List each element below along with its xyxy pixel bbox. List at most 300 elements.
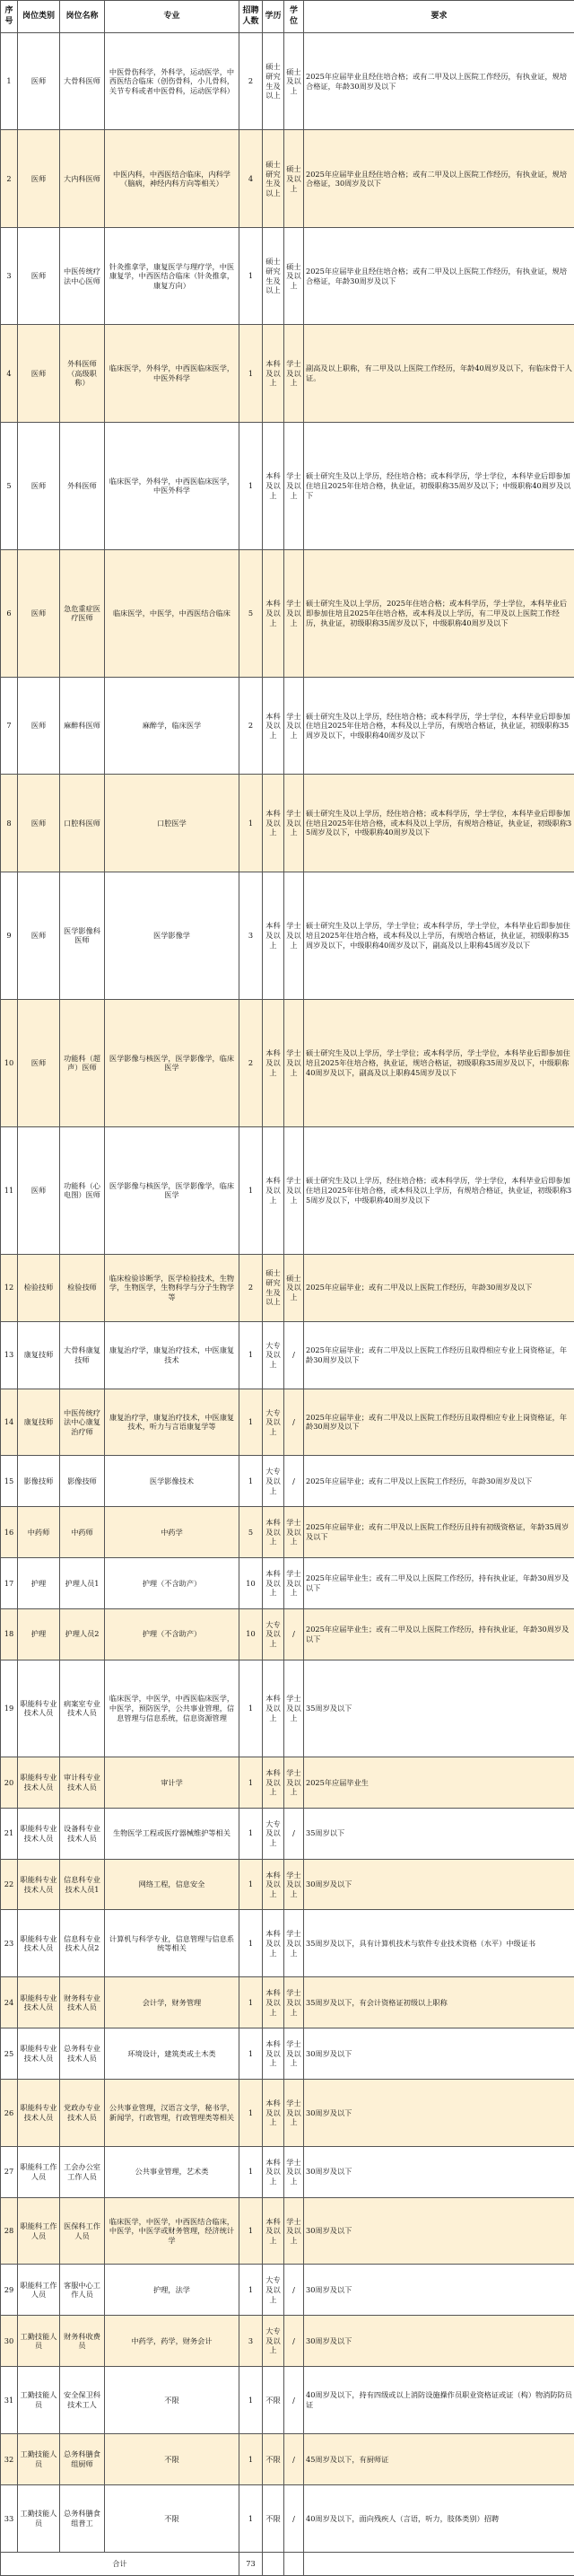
row-category: 康复技师 xyxy=(18,1321,60,1389)
row-seq: 11 xyxy=(1,1126,18,1254)
row-edu: 本科及以上 xyxy=(263,1660,284,1757)
row-edu: 不限 xyxy=(263,2433,284,2484)
row-requirement: 2025年应届毕业；或有二甲及以上医院工作经历且取得相应专业上岗资格证，年龄30周岁及以下 xyxy=(304,1389,574,1456)
row-count: 1 xyxy=(239,2265,263,2316)
row-count: 1 xyxy=(239,1910,263,1977)
row-count: 1 xyxy=(239,1808,263,1859)
row-category: 影像技师 xyxy=(18,1456,60,1507)
row-degree: / xyxy=(284,1456,304,1507)
row-degree: / xyxy=(284,1608,304,1660)
row-seq: 3 xyxy=(1,227,18,324)
row-degree: 硕士及以上 xyxy=(284,33,304,130)
row-post: 总务科膳食组厨师 xyxy=(60,2433,105,2484)
row-major: 护理，法学 xyxy=(105,2265,239,2316)
row-count: 1 xyxy=(239,1660,263,1757)
table-row xyxy=(1,1558,574,1609)
row-count: 3 xyxy=(239,872,263,999)
row-major: 康复治疗学，康复治疗技术，中医康复技术，听力与言语康复学等 xyxy=(105,1389,239,1456)
row-post: 信息科专业技术人员2 xyxy=(60,1910,105,1977)
row-count: 1 xyxy=(239,2146,263,2197)
row-category: 职能科工作人员 xyxy=(18,2197,60,2265)
row-major: 针灸推拿学，康复医学与理疗学，中医康复学，中西医结合临床（针灸推拿，康复方向） xyxy=(105,227,239,324)
row-post: 病案室专业技术人员 xyxy=(60,1660,105,1757)
row-edu: 不限 xyxy=(263,2484,284,2552)
row-major: 不限 xyxy=(105,2484,239,2552)
row-post: 口腔科医师 xyxy=(60,775,105,872)
row-requirement: 35周岁以下 xyxy=(304,1808,574,1859)
row-major: 临床医学，中医学，中西医结合临床 xyxy=(105,549,239,677)
row-edu: 大专及以上 xyxy=(263,1456,284,1507)
row-count: 1 xyxy=(239,422,263,549)
row-category: 医师 xyxy=(18,422,60,549)
row-requirement: 硕士研究生及以上学历，学士学位；或本科学历，学士学位，本科毕业后即参加住培且2025年住培合格，执业证，规培合格证，初级职称35周岁及以下，中级职称40周岁及以下，副高及以上职称45周岁及以下 xyxy=(304,999,574,1126)
row-degree: 学士及以上 xyxy=(284,549,304,677)
row-count: 2 xyxy=(239,33,263,130)
row-requirement: 30周岁及以下 xyxy=(304,2146,574,2197)
row-post: 安全保卫科技术工人 xyxy=(60,2367,105,2434)
row-requirement: 40周岁及以下，面向残疾人（言语，听力，肢体类别）招聘 xyxy=(304,2484,574,2552)
row-requirement: 2025年应届毕业且经住培合格；或有二甲及以上医院工作经历，有执业证，规培合格证，30周岁及以下 xyxy=(304,130,574,227)
row-seq: 32 xyxy=(1,2433,18,2484)
row-count: 10 xyxy=(239,1608,263,1660)
row-seq: 13 xyxy=(1,1321,18,1389)
row-count: 1 xyxy=(239,1126,263,1254)
row-degree: 硕士及以上 xyxy=(284,227,304,324)
table-row xyxy=(1,227,574,324)
row-category: 医师 xyxy=(18,325,60,422)
table-row xyxy=(1,775,574,872)
row-seq: 26 xyxy=(1,2079,18,2146)
header-category: 岗位类别 xyxy=(18,1,60,33)
row-post: 检验技师 xyxy=(60,1254,105,1321)
row-post: 设备科专业技术人员 xyxy=(60,1808,105,1859)
total-empty-degree xyxy=(284,2553,304,2576)
row-degree: 学士及以上 xyxy=(284,2197,304,2265)
row-major: 生物医学工程或医疗器械维护等相关 xyxy=(105,1808,239,1859)
row-count: 5 xyxy=(239,1507,263,1558)
row-major: 口腔医学 xyxy=(105,775,239,872)
row-requirement: 2025年应届毕业；或有二甲及以上医院工作经历且取得相应专业上岗资格证，年龄30周岁及以下 xyxy=(304,1321,574,1389)
row-major: 临床医学，外科学，中西医临床医学，中医外科学 xyxy=(105,325,239,422)
row-edu: 本科及以上 xyxy=(263,1977,284,2028)
row-requirement: 30周岁及以下 xyxy=(304,1859,574,1910)
row-degree: / xyxy=(284,1808,304,1859)
row-seq: 31 xyxy=(1,2367,18,2434)
row-seq: 4 xyxy=(1,325,18,422)
table-row xyxy=(1,1126,574,1254)
row-requirement: 35周岁及以下，有会计资格证初级以上职称 xyxy=(304,1977,574,2028)
table-row xyxy=(1,1321,574,1389)
row-degree: / xyxy=(284,2367,304,2434)
row-seq: 10 xyxy=(1,999,18,1126)
table-row xyxy=(1,2079,574,2146)
row-degree: 学士及以上 xyxy=(284,2146,304,2197)
row-major: 不限 xyxy=(105,2433,239,2484)
row-category: 医师 xyxy=(18,227,60,324)
row-count: 3 xyxy=(239,2316,263,2367)
row-seq: 29 xyxy=(1,2265,18,2316)
row-count: 1 xyxy=(239,2484,263,2552)
row-requirement: 副高及以上职称，有二甲及以上医院工作经历，年龄40周岁及以下，有临床骨干人证。 xyxy=(304,325,574,422)
row-requirement: 硕士研究生及以上学历，经住培合格；或本科学历，学士学位，本科毕业后即参加住培且2025年住培合格，或本科及以上学历，有规培合格证，执业证，初级职称35周岁及以下，中级职称40周岁及以下 xyxy=(304,775,574,872)
row-degree: 学士及以上 xyxy=(284,1660,304,1757)
row-requirement: 30周岁及以下 xyxy=(304,2265,574,2316)
row-count: 2 xyxy=(239,677,263,774)
row-category: 医师 xyxy=(18,130,60,227)
row-edu: 本科及以上 xyxy=(263,1757,284,1809)
table-row xyxy=(1,2433,574,2484)
row-degree: / xyxy=(284,1321,304,1389)
row-count: 1 xyxy=(239,227,263,324)
row-count: 5 xyxy=(239,549,263,677)
header-major: 专业 xyxy=(105,1,239,33)
row-edu: 本科及以上 xyxy=(263,1859,284,1910)
row-category: 职能科专业技术人员 xyxy=(18,1660,60,1757)
row-degree: 学士及以上 xyxy=(284,677,304,774)
row-category: 医师 xyxy=(18,549,60,677)
row-degree: 学士及以上 xyxy=(284,872,304,999)
row-category: 职能科专业技术人员 xyxy=(18,1859,60,1910)
row-major: 护理（不含助产） xyxy=(105,1558,239,1609)
row-category: 工勤技能人员 xyxy=(18,2316,60,2367)
row-degree: 学士及以上 xyxy=(284,999,304,1126)
row-edu: 硕士研究生及以上 xyxy=(263,1254,284,1321)
row-post: 财务科专业技术人员 xyxy=(60,1977,105,2028)
row-category: 工勤技能人员 xyxy=(18,2367,60,2434)
header-count: 招聘人数 xyxy=(239,1,263,33)
row-edu: 本科及以上 xyxy=(263,1558,284,1609)
table-row xyxy=(1,130,574,227)
row-post: 影像技师 xyxy=(60,1456,105,1507)
row-edu: 大专及以上 xyxy=(263,1808,284,1859)
row-major: 医学影像与核医学，医学影像学，临床医学 xyxy=(105,1126,239,1254)
row-category: 职能科专业技术人员 xyxy=(18,1910,60,1977)
row-post: 大内科医师 xyxy=(60,130,105,227)
row-requirement: 2025年应届毕业生；或有二甲及以上医院工作经历，持有执业证，年龄30周岁及以下 xyxy=(304,1558,574,1609)
row-degree: 学士及以上 xyxy=(284,325,304,422)
row-post: 护理人员1 xyxy=(60,1558,105,1609)
row-count: 1 xyxy=(239,1757,263,1809)
row-edu: 大专及以上 xyxy=(263,1321,284,1389)
row-major: 中医内科，中西医结合临床，内科学（脑病，神经内科方向等相关） xyxy=(105,130,239,227)
row-category: 康复技师 xyxy=(18,1389,60,1456)
row-count: 1 xyxy=(239,2367,263,2434)
row-requirement: 2025年应届毕业；或有二甲及以上医院工作经历且持有初级资格证，年龄35周岁及以下 xyxy=(304,1507,574,1558)
row-edu: 本科及以上 xyxy=(263,549,284,677)
row-seq: 23 xyxy=(1,1910,18,1977)
row-edu: 本科及以上 xyxy=(263,422,284,549)
row-post: 外科医师（高级职称） xyxy=(60,325,105,422)
row-seq: 8 xyxy=(1,775,18,872)
table-row xyxy=(1,1910,574,1977)
row-degree: 学士及以上 xyxy=(284,775,304,872)
row-major: 医学影像学 xyxy=(105,872,239,999)
row-count: 1 xyxy=(239,2197,263,2265)
row-seq: 17 xyxy=(1,1558,18,1609)
row-degree: 学士及以上 xyxy=(284,1910,304,1977)
row-edu: 大专及以上 xyxy=(263,1389,284,1456)
row-edu: 硕士研究生及以上 xyxy=(263,227,284,324)
row-seq: 27 xyxy=(1,2146,18,2197)
row-count: 1 xyxy=(239,2079,263,2146)
table-row xyxy=(1,1389,574,1456)
row-major: 康复治疗学，康复治疗技术，中医康复技术 xyxy=(105,1321,239,1389)
row-post: 医学影像科医师 xyxy=(60,872,105,999)
total-label: 合计 xyxy=(1,2553,239,2576)
row-seq: 15 xyxy=(1,1456,18,1507)
total-empty-req xyxy=(304,2553,574,2576)
row-degree: 硕士及以上 xyxy=(284,1254,304,1321)
row-requirement: 硕士研究生及以上学历，经住培合格；或本科学历，学士学位，本科毕业后即参加住培且2025年住培合格，本科及以上学历，有规培合格证，执业证，初级职称35周岁及以下，中级职称40周岁及以下 xyxy=(304,677,574,774)
table-row xyxy=(1,1660,574,1757)
row-edu: 本科及以上 xyxy=(263,775,284,872)
row-degree: / xyxy=(284,2484,304,2552)
table-row xyxy=(1,677,574,774)
row-seq: 18 xyxy=(1,1608,18,1660)
row-requirement: 30周岁及以下 xyxy=(304,2316,574,2367)
row-post: 中医传统疗法中心康复治疗师 xyxy=(60,1389,105,1456)
row-seq: 28 xyxy=(1,2197,18,2265)
row-post: 审计科专业技术人员 xyxy=(60,1757,105,1809)
row-requirement: 2025年应届毕业；或有二甲及以上医院工作经历，年龄30周岁及以下 xyxy=(304,1254,574,1321)
row-major: 公共事业管理，艺术类 xyxy=(105,2146,239,2197)
row-requirement: 45周岁及以下，有厨师证 xyxy=(304,2433,574,2484)
row-edu: 硕士研究生及以上 xyxy=(263,33,284,130)
row-post: 信息科专业技术人员1 xyxy=(60,1859,105,1910)
row-count: 10 xyxy=(239,1558,263,1609)
table-row xyxy=(1,1456,574,1507)
row-major: 中药学，药学，财务会计 xyxy=(105,2316,239,2367)
row-major: 不限 xyxy=(105,2367,239,2434)
row-edu: 本科及以上 xyxy=(263,677,284,774)
row-requirement: 硕士研究生及以上学历，学士学位；或本科学历，学士学位，本科毕业后即参加住培且2025年住培合格，或本科及以上学历，有规培合格证，执业证，初级职称35周岁及以下，中级职称40周岁及以下，副高及以上职称45周岁及以下 xyxy=(304,872,574,999)
table-row xyxy=(1,999,574,1126)
row-requirement: 35周岁及以下 xyxy=(304,1660,574,1757)
table-row xyxy=(1,1859,574,1910)
row-edu: 本科及以上 xyxy=(263,325,284,422)
row-major: 临床医学，中医学，中西医临床医学，中医学，预防医学，公共事业管理，信息管理与信息系统，信息资源管理 xyxy=(105,1660,239,1757)
row-seq: 16 xyxy=(1,1507,18,1558)
row-edu: 不限 xyxy=(263,2367,284,2434)
header-post: 岗位名称 xyxy=(60,1,105,33)
row-edu: 硕士研究生及以上 xyxy=(263,130,284,227)
table-row xyxy=(1,422,574,549)
row-post: 护理人员2 xyxy=(60,1608,105,1660)
total-row xyxy=(1,2553,574,2576)
row-category: 护理 xyxy=(18,1608,60,1660)
table-row xyxy=(1,1507,574,1558)
row-major: 医学影像与核医学，医学影像学，临床医学 xyxy=(105,999,239,1126)
row-category: 工勤技能人员 xyxy=(18,2433,60,2484)
row-seq: 2 xyxy=(1,130,18,227)
row-degree: / xyxy=(284,2316,304,2367)
row-degree: 学士及以上 xyxy=(284,1757,304,1809)
row-category: 医师 xyxy=(18,872,60,999)
table-row xyxy=(1,549,574,677)
row-count: 1 xyxy=(239,1456,263,1507)
row-requirement: 30周岁及以下 xyxy=(304,2197,574,2265)
row-category: 工勤技能人员 xyxy=(18,2484,60,2552)
row-edu: 本科及以上 xyxy=(263,2079,284,2146)
row-major: 临床检验诊断学，医学检验技术，生物学，生物医学，生物科学与分子生物学等 xyxy=(105,1254,239,1321)
table-body xyxy=(1,33,574,2553)
row-requirement: 40周岁及以下，持有四级或以上消防设施操作员职业资格证或证（构）物消防防员证 xyxy=(304,2367,574,2434)
row-seq: 30 xyxy=(1,2316,18,2367)
row-major: 中药学 xyxy=(105,1507,239,1558)
row-category: 职能科工作人员 xyxy=(18,2146,60,2197)
row-edu: 本科及以上 xyxy=(263,872,284,999)
row-category: 职能科专业技术人员 xyxy=(18,1808,60,1859)
row-requirement: 硕士研究生及以上学历，经住培合格；或本科学历，学士学位，本科毕业后即参加住培且2025年住培合格，执业证，初级职称35周岁及以下；中级职称40周岁及以下 xyxy=(304,422,574,549)
row-post: 外科医师 xyxy=(60,422,105,549)
row-category: 职能科专业技术人员 xyxy=(18,1757,60,1809)
row-count: 4 xyxy=(239,130,263,227)
row-seq: 21 xyxy=(1,1808,18,1859)
row-seq: 6 xyxy=(1,549,18,677)
row-seq: 14 xyxy=(1,1389,18,1456)
row-count: 1 xyxy=(239,325,263,422)
row-count: 1 xyxy=(239,1389,263,1456)
row-major: 医学影像技术 xyxy=(105,1456,239,1507)
row-edu: 本科及以上 xyxy=(263,1126,284,1254)
table-row xyxy=(1,2367,574,2434)
table-row xyxy=(1,1808,574,1859)
row-category: 医师 xyxy=(18,775,60,872)
row-edu: 大专及以上 xyxy=(263,2265,284,2316)
row-requirement: 2025年应届毕业；或有二甲及以上医院工作经历，年龄30周岁及以下 xyxy=(304,1456,574,1507)
row-category: 检验技师 xyxy=(18,1254,60,1321)
row-seq: 9 xyxy=(1,872,18,999)
row-count: 1 xyxy=(239,2433,263,2484)
row-degree: 学士及以上 xyxy=(284,1977,304,2028)
row-post: 财务科收费员 xyxy=(60,2316,105,2367)
row-major: 审计学 xyxy=(105,1757,239,1809)
row-degree: 学士及以上 xyxy=(284,422,304,549)
row-degree: 学士及以上 xyxy=(284,1859,304,1910)
row-category: 职能科专业技术人员 xyxy=(18,2079,60,2146)
row-seq: 25 xyxy=(1,2028,18,2080)
table-row xyxy=(1,1254,574,1321)
row-edu: 大专及以上 xyxy=(263,2316,284,2367)
row-category: 护理 xyxy=(18,1558,60,1609)
row-major: 环境设计，建筑类或土木类 xyxy=(105,2028,239,2080)
row-edu: 本科及以上 xyxy=(263,2146,284,2197)
row-major: 计算机与科学专业，信息管理与信息系统等相关 xyxy=(105,1910,239,1977)
row-major: 公共事业管理，汉语言文学，秘书学，新闻学，行政管理，行政管理类等相关 xyxy=(105,2079,239,2146)
row-count: 1 xyxy=(239,1859,263,1910)
row-category: 职能科工作人员 xyxy=(18,2265,60,2316)
table-row xyxy=(1,325,574,422)
row-degree: 学士及以上 xyxy=(284,2028,304,2080)
row-edu: 本科及以上 xyxy=(263,1910,284,1977)
row-count: 1 xyxy=(239,2028,263,2080)
row-seq: 24 xyxy=(1,1977,18,2028)
row-post: 中药师 xyxy=(60,1507,105,1558)
row-requirement: 2025年应届毕业且经住培合格；或有二甲及以上医院工作经历，有执业证，规培合格证，年龄30周岁及以下 xyxy=(304,227,574,324)
row-count: 1 xyxy=(239,775,263,872)
row-major: 临床医学，中医学，中西医结合临床，中医学，中医学或财务管理，经济统计学 xyxy=(105,2197,239,2265)
row-post: 大骨科康复技师 xyxy=(60,1321,105,1389)
row-degree: 学士及以上 xyxy=(284,1507,304,1558)
header-degree: 学位 xyxy=(284,1,304,33)
table-row xyxy=(1,2316,574,2367)
row-major: 会计学，财务管理 xyxy=(105,1977,239,2028)
row-degree: / xyxy=(284,1389,304,1456)
row-degree: / xyxy=(284,2433,304,2484)
total-count: 73 xyxy=(239,2553,263,2576)
row-major: 麻醉学，临床医学 xyxy=(105,677,239,774)
row-major: 网络工程，信息安全 xyxy=(105,1859,239,1910)
header-req: 要求 xyxy=(304,1,574,33)
row-requirement: 硕士研究生及以上学历，2025年住培合格；或本科学历，学士学位，本科毕业后即参加住培且2025年住培合格，或本科及以上学历，有二甲及以上医院工作经历，执业证，初级职称35周岁及以下，中级职称40周岁及以下 xyxy=(304,549,574,677)
row-post: 工会办公室工作人员 xyxy=(60,2146,105,2197)
row-post: 客服中心工作人员 xyxy=(60,2265,105,2316)
header-seq: 序号 xyxy=(1,1,18,33)
row-post: 急危重症医疗医师 xyxy=(60,549,105,677)
row-seq: 33 xyxy=(1,2484,18,2552)
row-category: 医师 xyxy=(18,677,60,774)
table-row xyxy=(1,2028,574,2080)
row-seq: 20 xyxy=(1,1757,18,1809)
row-seq: 5 xyxy=(1,422,18,549)
row-count: 1 xyxy=(239,1321,263,1389)
row-post: 功能科（超声）医师 xyxy=(60,999,105,1126)
row-count: 2 xyxy=(239,1254,263,1321)
table-row xyxy=(1,1608,574,1660)
row-post: 麻醉科医师 xyxy=(60,677,105,774)
table-row xyxy=(1,2265,574,2316)
row-requirement: 硕士研究生及以上学历，经住培合格；或本科学历，学士学位，本科毕业后即参加住培且2025年住培合格，或本科及以上学历，有规培合格证，执业证，初级职称35周岁及以下，中级职称40周岁及以下 xyxy=(304,1126,574,1254)
row-post: 党政办专业技术人员 xyxy=(60,2079,105,2146)
row-post: 功能科（心电图）医师 xyxy=(60,1126,105,1254)
table-row xyxy=(1,2146,574,2197)
row-seq: 1 xyxy=(1,33,18,130)
header-edu: 学历 xyxy=(263,1,284,33)
row-category: 中药师 xyxy=(18,1507,60,1558)
table-row xyxy=(1,1977,574,2028)
row-seq: 7 xyxy=(1,677,18,774)
table-row xyxy=(1,33,574,130)
row-degree: 学士及以上 xyxy=(284,1126,304,1254)
row-requirement: 30周岁及以下 xyxy=(304,2079,574,2146)
row-requirement: 35周岁及以下，具有计算机技术与软件专业技术资格（水平）中级证书 xyxy=(304,1910,574,1977)
row-major: 中医骨伤科学，外科学，运动医学，中西医结合临床（创伤骨科，小儿骨科，关节专科或者中医骨科，运动医学科） xyxy=(105,33,239,130)
row-post: 医保科工作人员 xyxy=(60,2197,105,2265)
row-edu: 本科及以上 xyxy=(263,1507,284,1558)
row-post: 总务科专业技术人员 xyxy=(60,2028,105,2080)
row-category: 医师 xyxy=(18,1126,60,1254)
row-degree: / xyxy=(284,2265,304,2316)
row-degree: 学士及以上 xyxy=(284,2079,304,2146)
row-requirement: 2025年应届毕业生 xyxy=(304,1757,574,1809)
row-edu: 本科及以上 xyxy=(263,999,284,1126)
row-degree: 硕士及以上 xyxy=(284,130,304,227)
row-count: 1 xyxy=(239,1977,263,2028)
row-edu: 大专及以上 xyxy=(263,1608,284,1660)
table-row xyxy=(1,2484,574,2552)
row-post: 大骨科医师 xyxy=(60,33,105,130)
row-count: 2 xyxy=(239,999,263,1126)
row-seq: 12 xyxy=(1,1254,18,1321)
table-row xyxy=(1,872,574,999)
row-category: 职能科专业技术人员 xyxy=(18,1977,60,2028)
row-major: 护理（不含助产） xyxy=(105,1608,239,1660)
row-post: 总务科膳食组普工 xyxy=(60,2484,105,2552)
row-category: 医师 xyxy=(18,999,60,1126)
row-edu: 本科及以上 xyxy=(263,2197,284,2265)
row-major: 临床医学，外科学，中西医临床医学，中医外科学 xyxy=(105,422,239,549)
row-edu: 本科及以上 xyxy=(263,2028,284,2080)
